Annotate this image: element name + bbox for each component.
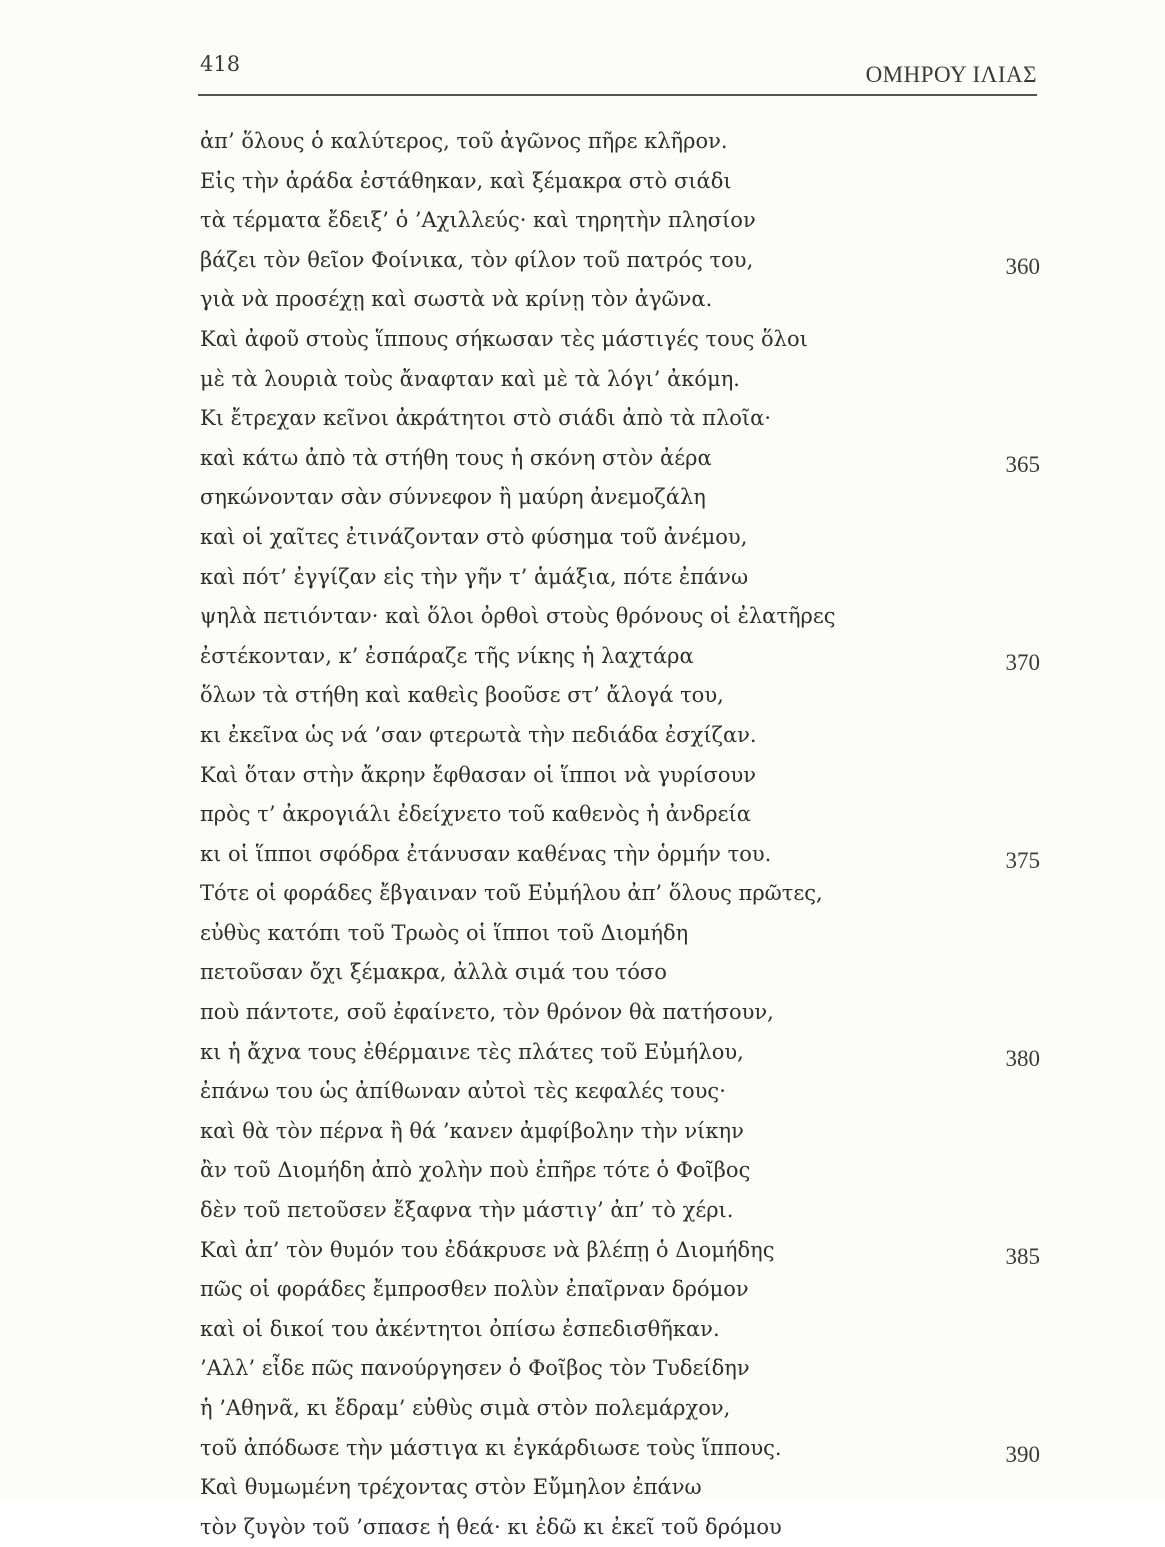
verse-text: Καὶ ἀπ’ τὸν θυμόν του ἐδάκρυσε νὰ βλέπῃ ὁ Διομήδης [200,1237,775,1262]
verse-line [200,360,1040,400]
verse-text: ἐστέκονταν, κ’ ἐσπάραζε τῆς νίκης ἡ λαχτάρα [200,643,694,668]
verse-line [200,320,1040,360]
verse-line [200,1468,1040,1508]
verse-text: καὶ κάτω ἀπὸ τὰ στήθη τους ἡ σκόνη στὸν ἀέρα [200,445,712,470]
verse-text: εὐθὺς κατόπι τοῦ Τρωὸς οἱ ἵπποι τοῦ Διομήδη [200,920,689,945]
verse-text: κι ἡ ἄχνα τους ἐθέρμαινε τὲς πλάτες τοῦ Εὐμήλου, [200,1039,744,1064]
verse-text: ψηλὰ πετιόνταν· καὶ ὅλοι ὀρθοὶ στοὺς θρόνους οἱ ἐλατῆρες [200,604,836,629]
verse-line [200,676,1040,716]
verse-number: 385 [1005,1243,1040,1269]
verse-line [200,241,1040,281]
verse-number: 380 [1005,1045,1040,1071]
verse-line [200,518,1040,558]
verse-text: ’Αλλ’ εἶδε πῶς πανούργησεν ὁ Φοῖβος τὸν Τυδείδην [200,1356,750,1381]
verse-line [200,993,1040,1033]
verse-line [200,914,1040,954]
verse-text: σηκώνονταν σὰν σύννεφον ἢ μαύρη ἀνεμοζάλη [200,485,706,510]
verse-line [200,637,1040,677]
verse-line [200,874,1040,914]
verse-text: πῶς οἱ φοράδες ἔμπροσθεν πολὺν ἐπαῖρναν δρόμον [200,1277,749,1302]
verse-text: ἐπάνω του ὡς ἀπίθωναν αὐτοὶ τὲς κεφαλές τους· [200,1079,726,1104]
verse-text: Καὶ ἀφοῦ στοὺς ἵππους σήκωσαν τὲς μάστιγές τους ὅλοι [200,326,808,351]
verse-text: ἡ ’Αθηνᾶ, κι ἔδραμ’ εὐθὺς σιμὰ στὸν πολεμάρχον, [200,1396,731,1420]
verse-text: Καὶ ὅταν στὴν ἄκρην ἔφθασαν οἱ ἵπποι νὰ γυρίσουν [200,762,757,787]
verse-text: καὶ οἱ χαῖτες ἐτινάζονταν στὸ φύσημα τοῦ ἀνέμου, [200,524,748,549]
verse-number: 370 [1005,649,1040,675]
verse-number: 375 [1005,847,1040,873]
verse-line [200,1033,1040,1073]
verse-text: Εἰς τὴν ἀράδα ἐστάθηκαν, καὶ ξέμακρα στὸ σιάδι [200,168,732,193]
verse-text: βάζει τὸν θεῖον Φοίνικα, τὸν φίλον τοῦ πατρός του, [200,247,754,272]
verse-text: κι οἱ ἵπποι σφόδρα ἐτάνυσαν καθένας τὴν ὁρμήν του. [200,841,772,866]
verse-line [200,201,1040,241]
verse-line [200,399,1040,439]
verse-text: τὸν ζυγὸν τοῦ ’σπασε ἡ θεά· κι ἐδῶ κι ἐκεῖ τοῦ δρόμου [200,1514,782,1539]
verse-text: ποὺ πάντοτε, σοῦ ἐφαίνετο, τὸν θρόνον θὰ πατήσουν, [200,1000,774,1025]
verse-text: γιὰ νὰ προσέχῃ καὶ σωστὰ νὰ κρίνῃ τὸν ἀγῶνα. [200,287,713,312]
verse-text: μὲ τὰ λουριὰ τοὺς ἄναφταν καὶ μὲ τὰ λόγι’ ἀκόμη. [200,366,740,391]
verse-line [200,1231,1040,1271]
verse-text: Τότε οἱ φοράδες ἔβγαιναν τοῦ Εὐμήλου ἀπ’ ὅλους πρῶτες, [200,881,823,906]
verse-text: καὶ πότ’ ἐγγίζαν εἰς τὴν γῆν τ’ ἁμάξια, πότε ἐπάνω [200,564,749,589]
verse-line [200,162,1040,202]
verse-line [200,795,1040,835]
verse-number: 365 [1005,451,1040,477]
verse-text: Κι ἔτρεχαν κεῖνοι ἀκράτητοι στὸ σιάδι ἀπὸ τὰ πλοῖα· [200,406,772,431]
verse-text: καὶ θὰ τὸν πέρνα ἢ θά ’κανεν ἀμφίβολην τὴν νίκην [200,1118,744,1143]
verse-line [200,1112,1040,1152]
verse-number: 360 [1005,253,1040,279]
verse-text: ὅλων τὰ στήθη καὶ καθεὶς βοοῦσε στ’ ἄλογά του, [200,683,724,708]
verse-text: Καὶ θυμωμένη τρέχοντας στὸν Εὔμηλον ἐπάνω [200,1475,702,1500]
verse-text: τοῦ ἀπόδωσε τὴν μάστιγα κι ἐγκάρδιωσε τοὺς ἵππους. [200,1435,782,1460]
verse-line [200,280,1040,320]
verse-text: ἂν τοῦ Διομήδη ἀπὸ χολὴν ποὺ ἐπῆρε τότε ὁ Φοῖβος [200,1158,751,1183]
page-number: 418 [200,52,241,76]
verse-text: καὶ οἱ δικοί του ἀκέντητοι ὀπίσω ἐσπεδισθῆκαν. [200,1316,720,1341]
verse-line [200,1389,1040,1429]
verse-text: πρὸς τ’ ἀκρογιάλι ἐδείχνετο τοῦ καθενὸς ἡ ἀνδρεία [200,802,751,827]
verse-text: πετοῦσαν ὄχι ξέμακρα, ἀλλὰ σιμά του τόσο [200,960,667,985]
verse-line [200,122,1040,162]
verse-line [200,756,1040,796]
verse-line [200,1270,1040,1310]
verse-block [200,122,1040,1547]
verse-line [200,716,1040,756]
verse-line [200,478,1040,518]
verse-line [200,1349,1040,1389]
verse-line [200,1508,1040,1547]
verse-line [200,1072,1040,1112]
verse-line [200,597,1040,637]
verse-text: δὲν τοῦ πετοῦσεν ἔξαφνα τὴν μάστιγ’ ἀπ’ τὸ χέρι. [200,1198,734,1223]
verse-line [200,439,1040,479]
header-rule [198,94,1037,96]
running-title: ΟΜΗΡΟΥ ΙΛΙΑΣ [865,62,1037,87]
verse-line [200,1429,1040,1469]
verse-line [200,1151,1040,1191]
verse-text: τὰ τέρματα ἔδειξ’ ὁ ’Αχιλλεύς· καὶ τηρητὴν πλησίον [200,208,756,233]
verse-line [200,1310,1040,1350]
verse-text: κι ἐκεῖνα ὡς νά ’σαν φτερωτὰ τὴν πεδιάδα ἐσχίζαν. [200,722,757,747]
verse-line [200,558,1040,598]
verse-line [200,953,1040,993]
verse-number: 390 [1005,1441,1040,1467]
verse-line [200,835,1040,875]
verse-text: ἀπ’ ὅλους ὁ καλύτερος, τοῦ ἀγῶνος πῆρε κλῆρον. [200,129,728,153]
verse-line [200,1191,1040,1231]
